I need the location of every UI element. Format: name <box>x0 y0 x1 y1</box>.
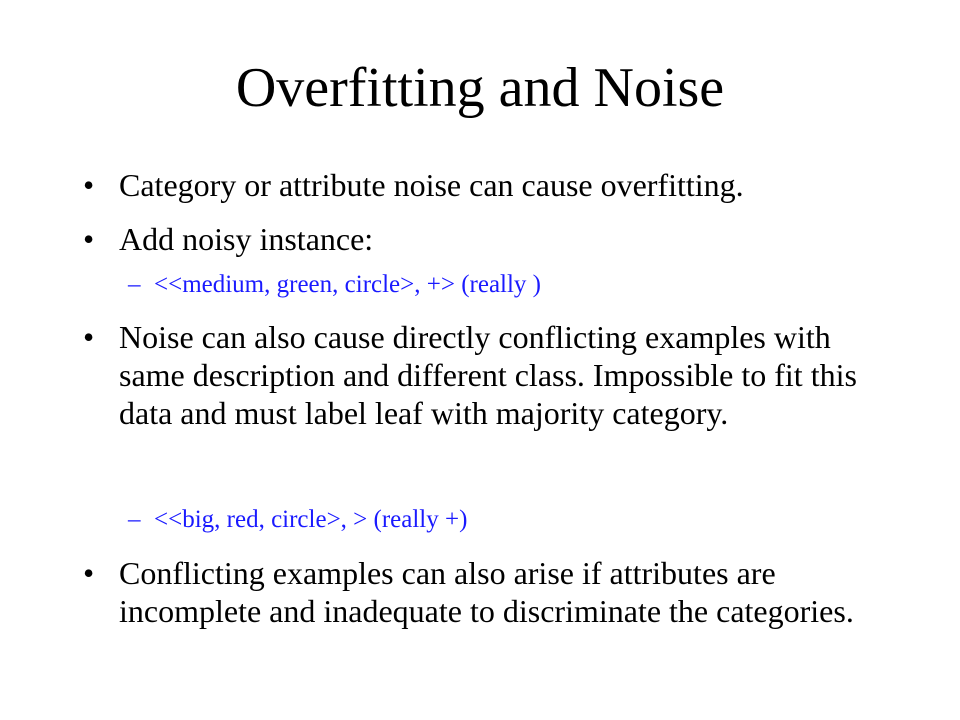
bullet-text: Conflicting examples can also arise if attributes are incomplete and inadequate to discriminate the categories. <box>119 555 854 629</box>
bullet-item <box>83 554 883 630</box>
bullet-text: Add noisy instance: <box>119 221 374 257</box>
bullet-dot: • <box>83 167 95 203</box>
bullet-dot: • <box>83 221 95 257</box>
sub-item <box>128 505 908 535</box>
slide-title: Overfitting and Noise <box>235 57 725 119</box>
bullet-text: Noise can also cause directly conflicting examples with same description and different class. Impossible to fit this data and must label leaf with majority category. <box>119 319 857 431</box>
sub-text: <<medium, green, circle>, +> (really ) <box>154 271 542 298</box>
bullet-item <box>83 166 883 204</box>
bullet-item <box>83 318 883 432</box>
sub-dash: – <box>128 506 141 533</box>
bullet-dot: • <box>83 319 95 355</box>
bullet-dot: • <box>83 555 95 591</box>
sub-dash: – <box>128 271 141 298</box>
bullet-item <box>83 220 883 258</box>
sub-item <box>128 270 908 300</box>
sub-text: <<big, red, circle>, > (really +) <box>154 506 468 533</box>
bullet-text: Category or attribute noise can cause overfitting. <box>119 167 744 203</box>
